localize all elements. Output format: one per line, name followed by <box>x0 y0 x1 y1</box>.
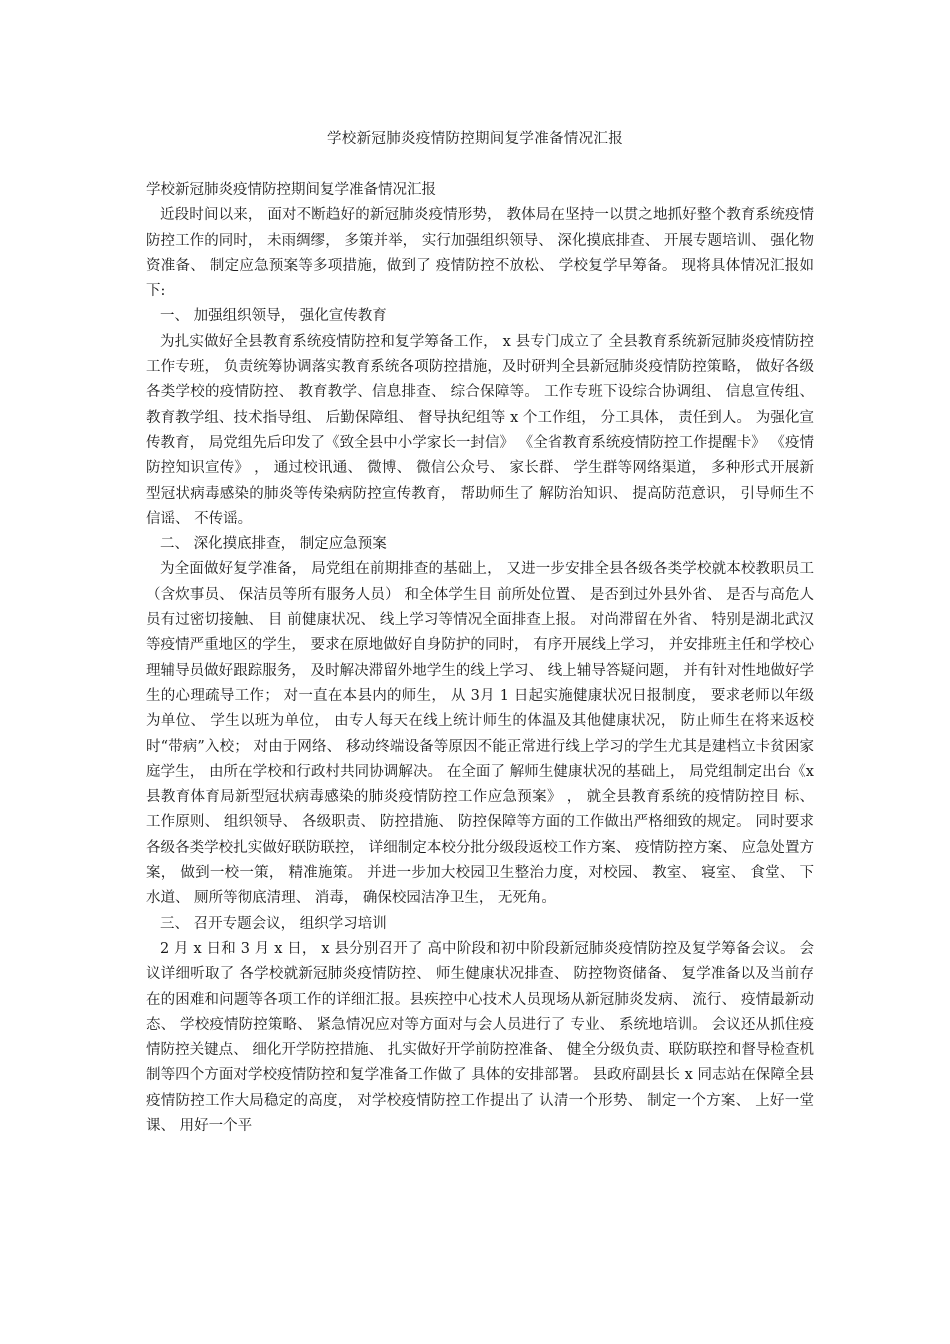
section-paragraph-1: 为扎实做好全县教育系统疫情防控和复学筹备工作， x 县专门成立了 全县教育系统新冠肺炎疫情防控工作专班， 负责统筹协调落实教育系统各项防控措施，及时研判全县新冠肺炎疫情防控策略， 做好各级各类学校的疫情防控、 教育教学、信息排查、 综合保障等。 工作专班下设综合协调组、 信息宣传组、 教育教学组、技术指导组、 后勤保障组、 督导执纪组等 x 个工作组， 分工具体， 责任到人。 为强化宣传教育， 局党组先后印发了《致全县中小学家长一封信》 《全省教育系统疫情防控工作提醒卡》 《疫情防控知识宣传》 ， 通过校讯通、 微博、 微信公众号、 家长群、 学生群等网络渠道， 多种形式开展新型冠状病毒感染的肺炎等传染病防控宣传教育， 帮助师生了 解防治知识、 提高防范意识， 引导师生不信谣、 不传谣。 <box>146 333 814 527</box>
section-heading-2: 二、 深化摸底排查， 制定应急预案 <box>160 536 387 553</box>
section-heading-3: 三、 召开专题会议， 组织学习培训 <box>160 915 387 932</box>
document-title: 学校新冠肺炎疫情防控期间复学准备情况汇报 <box>327 131 623 147</box>
body-subtitle: 学校新冠肺炎疫情防控期间复学准备情况汇报 <box>146 182 436 198</box>
document-body <box>146 178 814 1139</box>
section-heading-1: 一、 加强组织领导， 强化宣传教育 <box>160 308 387 325</box>
section-paragraph-2: 为全面做好复学准备， 局党组在前期排查的基础上， 又进一步安排全县各级各类学校就本校教职员工（含炊事员、 保洁员等所有服务人员） 和全体学生目 前所处位置、 是否到过外县外省、 是否与高危人员有过密切接触、 目 前健康状况、 线上学习等情况全面排查上报。 对尚滞留在外省、 特别是湖北武汉等疫情严重地区的学生， 要求在原地做好自身防护的同时， 有序开展线上学习， 并安排班主任和学校心理辅导员做好跟踪服务， 及时解决滞留外地学生的线上学习、 线上辅导答疑问题， 并有针对性地做好学生的心理疏导工作； 对一直在本县内的师生， 从 3月 1 日起实施健康状况日报制度， 要求老师以年级为单位、 学生以班为单位， 由专人每天在线上统计师生的体温及其他健康状况， 防止师生在将来返校时“带病”入校； 对由于网络、 移动终端设备等原因不能正常进行线上学习的学生尤其是建档立卡贫困家庭学生， 由所在学校和行政村共同协调解决。 在全面了 解师生健康状况的基础上， 局党组制定出台《x 县教育体育局新型冠状病毒感染的肺炎疫情防控工作应急预案》 ， 就全县教育系统的疫情防控目 标、 工作原则、 组织领导、 各级职责、 防控措施、 防控保障等方面的工作做出严格细致的规定。 同时要求各级各类学校扎实做好联防联控， 详细制定本校分批分级段返校工作方案、 疫情防控方案、 应急处置方案， 做到一校一策， 精准施策。 并进一步加大校园卫生整治力度，对校园、 教室、 寝室、 食堂、 下水道、 厕所等彻底清理、 消毒， 确保校园洁净卫生， 无死角。 <box>146 561 814 907</box>
section-paragraph-3: 2 月 x 日和 3 月 x 日， x 县分别召开了 高中阶段和初中阶段新冠肺炎疫情防控及复学筹备会议。 会议详细听取了 各学校就新冠肺炎疫情防控、 师生健康状况排查、 防控物资储备、 复学准备以及当前存在的困难和问题等各项工作的详细汇报。县疾控中心技术人员现场从新冠肺炎发病、 流行、 疫情最新动态、 学校疫情防控策略、 紧急情况应对等方面对与会人员进行了 专业、 系统地培训。 会议还从抓住疫情防控关键点、 细化开学防控措施、 扎实做好开学前防控准备、 健全分级负责、联防联控和督导检查机制等四个方面对学校疫情防控和复学准备工作做了 具体的安排部署。 县政府副县长 x 同志站在保障全县疫情防控工作大局稳定的高度， 对学校疫情防控工作提出了 认清一个形势、 制定一个方案、 上好一堂课、 用好一个平 <box>146 940 814 1134</box>
intro-paragraph: 近段时间以来， 面对不断趋好的新冠肺炎疫情形势， 教体局在坚持一以贯之地抓好整个教育系统疫情防控工作的同时， 未雨绸缪， 多策并举， 实行加强组织领导、 深化摸底排查、 开展专题培训、 强化物资准备、 制定应急预案等多项措施，做到了 疫情防控不放松、 学校复学早筹备。 现将具体情况汇报如下: <box>146 207 814 300</box>
